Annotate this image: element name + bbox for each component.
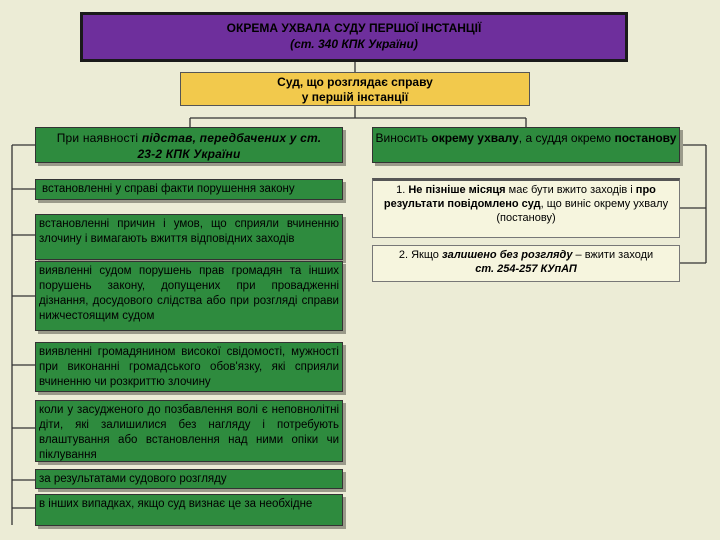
issue-header-prefix: Виносить: [375, 131, 429, 145]
ground-item-6: за результатами судового розгляду: [35, 469, 343, 489]
rule1-end: , що виніс окрему ухвалу (постанову): [496, 198, 669, 224]
ground-item-4: виявленні громадянином високої свідомості, мужності при виконанні громадського обов'язку, які сприяли вчиненню чи розкриттю злочину: [35, 342, 343, 392]
rule1-mid: має бути вжито заходів і: [505, 184, 636, 196]
ground-item-7: в інших випадках, якщо суд визнає це за необхідне: [35, 494, 343, 526]
issue-header-bold2: постанову: [614, 131, 677, 145]
rule2-prefix: 2. Якщо: [398, 249, 439, 261]
issue-header-mid: , а суддя окремо: [518, 131, 612, 145]
grounds-header-bold: підстав, передбачених у ст.: [141, 131, 322, 145]
title-subtitle: (ст. 340 КПК України): [290, 37, 418, 51]
rule-unreviewed-box: [372, 245, 680, 282]
rule1-number: 1.: [396, 184, 406, 196]
ground-item-2: встановленні причин і умов, що сприяли вчиненню злочину і вимагають вжиття відповідних заходів: [35, 214, 343, 260]
ground-item-3: виявленні судом порушень прав громадян та інших порушень закону, допущених при провадженні дізнання, досудового слідства або при розгляді справи нижчестоящим судом: [35, 261, 343, 331]
title-text: ОКРЕМА УХВАЛА СУДУ ПЕРШОЇ ІНСТАНЦІЇ: [226, 21, 482, 35]
grounds-header-line2: 23-2 КПК України: [137, 147, 241, 161]
issue-header-box: [372, 127, 680, 163]
title-box: [80, 12, 628, 62]
rule2-bold: залишено без розгляду: [441, 249, 573, 261]
court-box: [180, 72, 530, 106]
issue-header-bold1: окрему ухвалу: [431, 131, 519, 145]
court-line2: у першій інстанції: [301, 90, 409, 104]
ground-item-5: коли у засудженого до позбавлення волі є неповнолітні діти, які залишилися без нагляду і потребують влаштування або встановлення над ними опіки чи піклування: [35, 400, 343, 462]
court-line1: Суд, що розглядає справу: [277, 75, 433, 89]
rule-deadline-box: [372, 178, 680, 238]
ground-item-1: встановленні у справі факти порушення закону: [35, 179, 343, 200]
rule2-article-ref: ст. 254-257 КУпАП: [475, 263, 577, 275]
rule1-bold: Не пізніше місяця: [408, 184, 506, 196]
grounds-header-box: [35, 127, 343, 163]
rule1-bold2: про результати повідомлено суд: [383, 184, 656, 210]
rule2-mid: – вжити заходи: [572, 249, 654, 261]
grounds-header-prefix: При наявності: [56, 131, 139, 145]
